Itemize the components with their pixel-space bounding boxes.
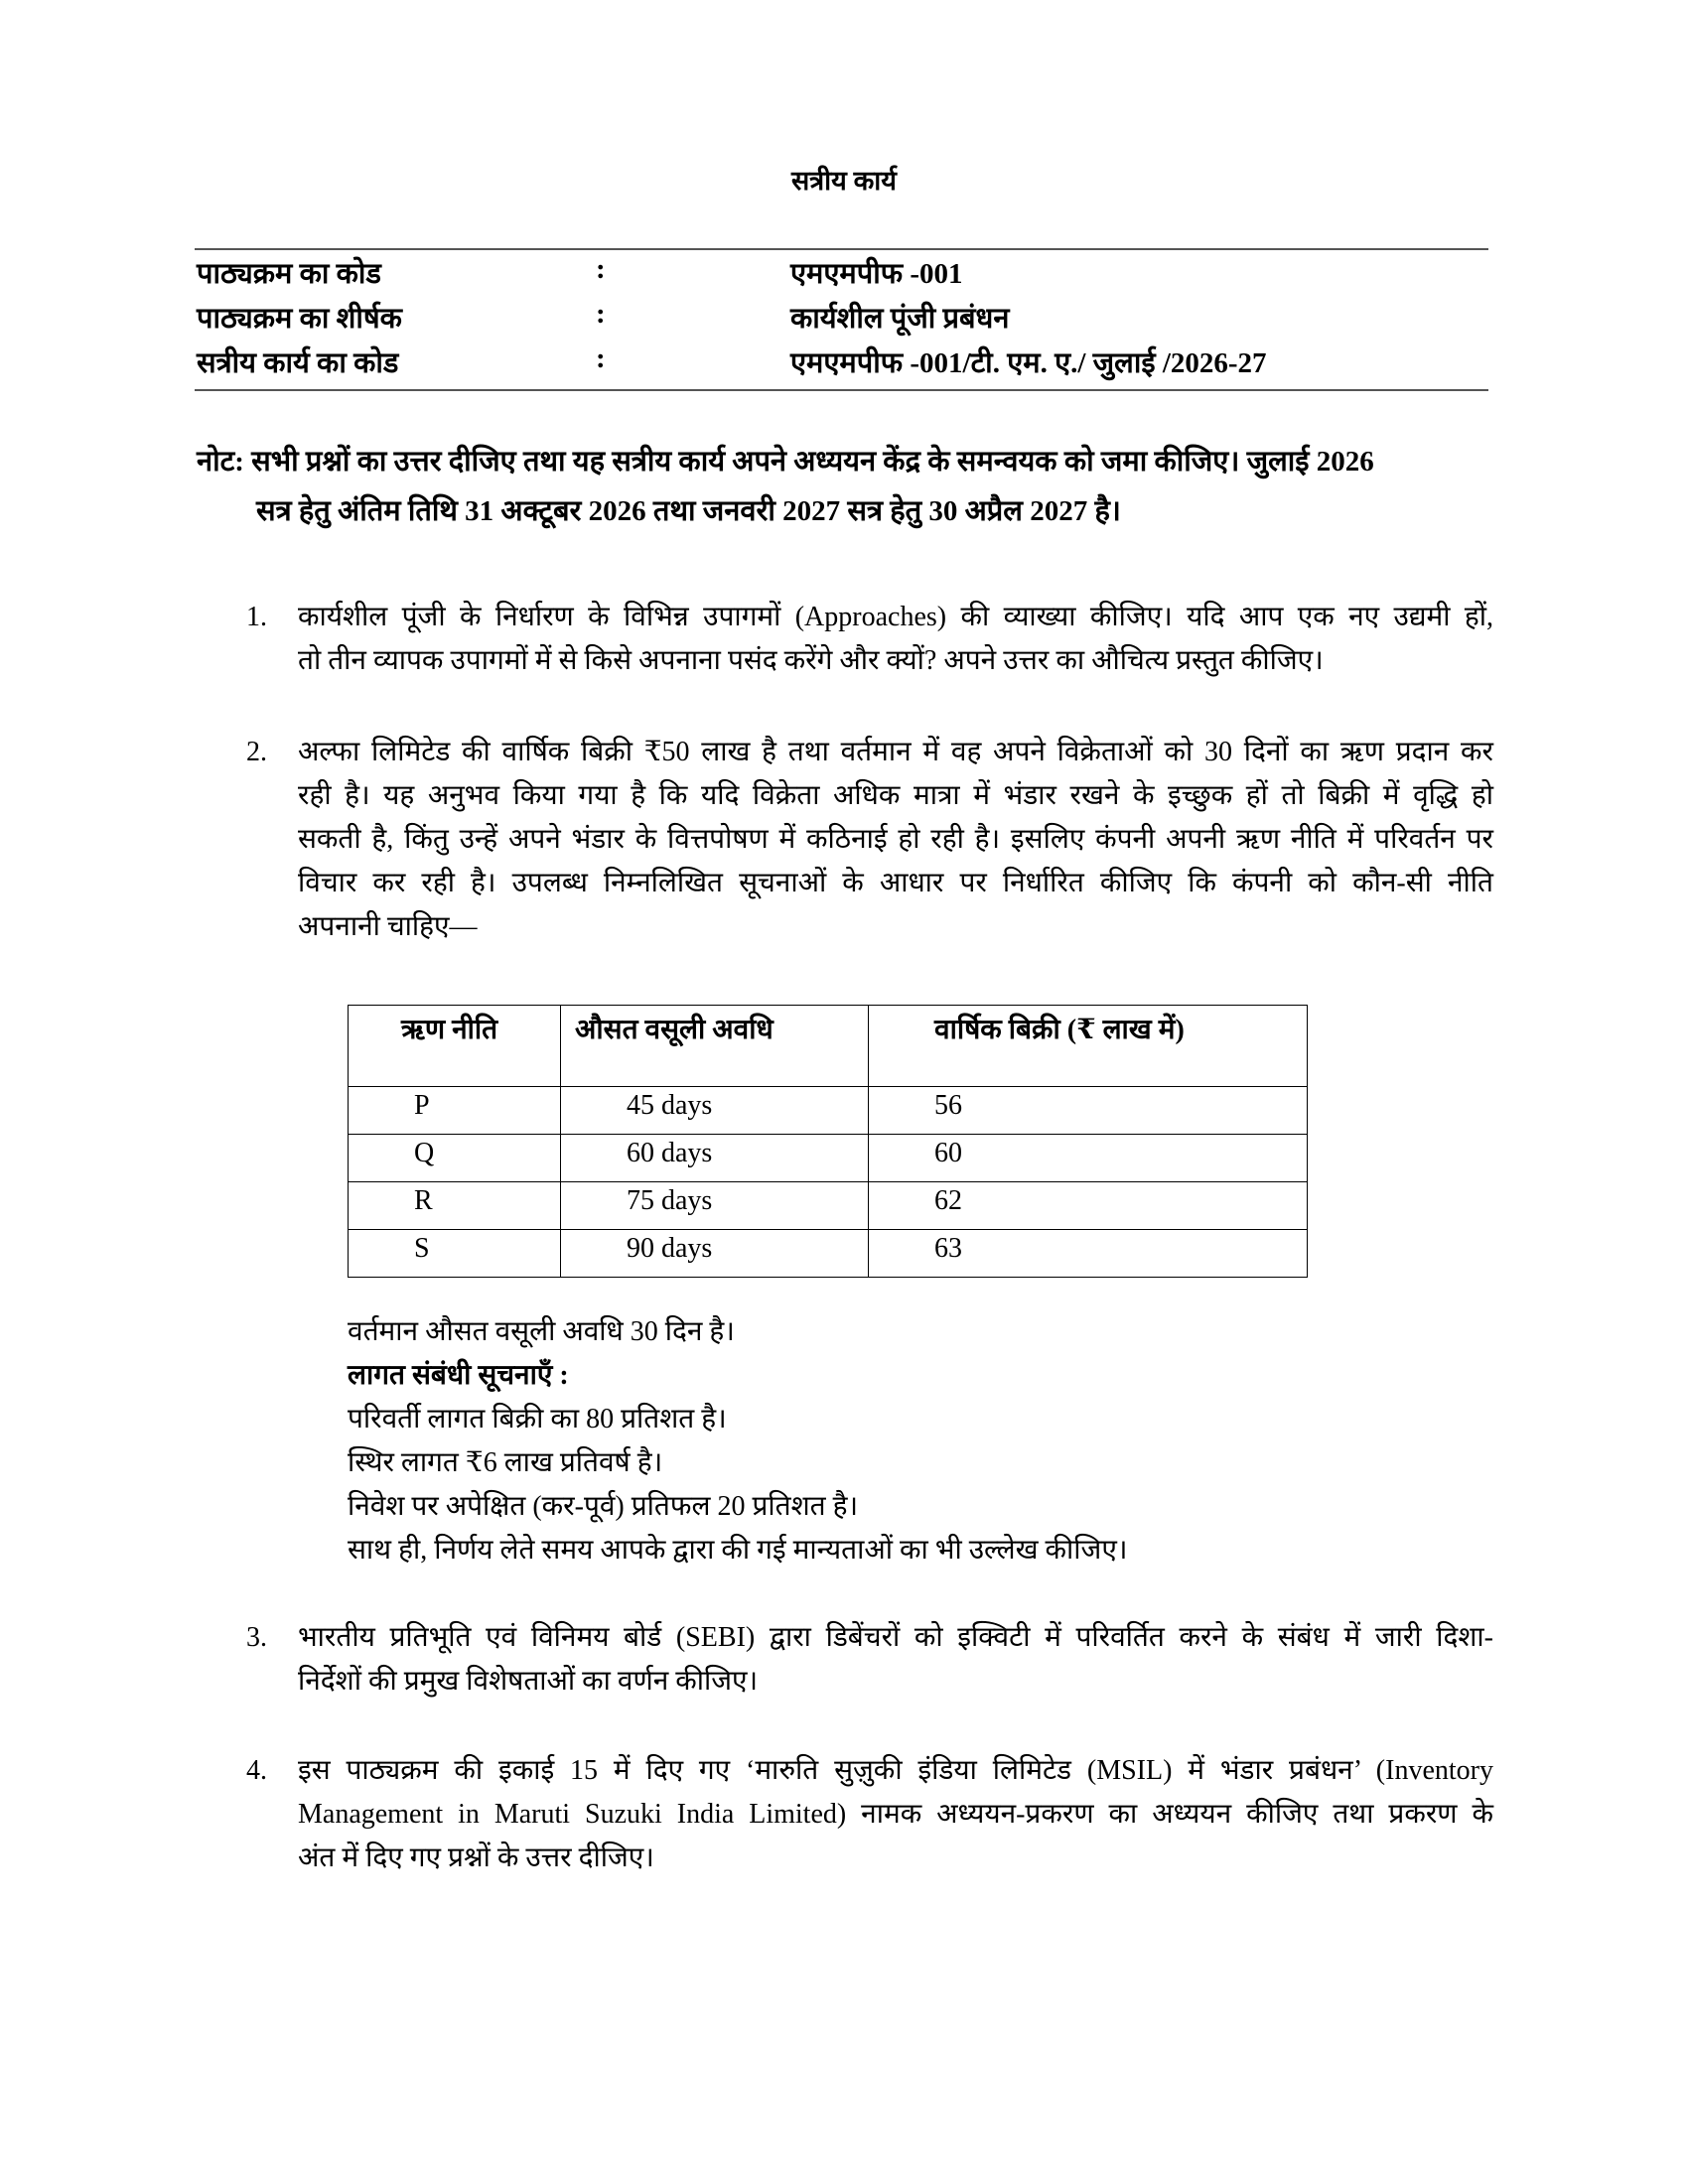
table-cell: 45 days [561, 1087, 869, 1135]
question-line: अपनानी चाहिए— [298, 911, 478, 942]
question-number: 4. [246, 1755, 267, 1786]
meta-row-assignment-code [0, 342, 1688, 382]
variable-cost-text: परिवर्ती लागत बिक्री का 80 प्रतिशत है। [348, 1404, 727, 1434]
page-title: सत्रीय कार्य [791, 166, 897, 196]
question-line: निर्देशों की प्रमुख विशेषताओं का वर्णन कीजिए। [298, 1666, 759, 1697]
table-cell: R [349, 1182, 561, 1230]
table-cell: 90 days [561, 1230, 869, 1278]
meta-row-course-code [0, 253, 1688, 293]
table-header-cell: वार्षिक बिक्री (₹ लाख में) [869, 1006, 1308, 1087]
question-line: भारतीय प्रतिभूति एवं विनिमय बोर्ड (SEBI) द्वारा डिबेंचरों को इक्विटी में परिवर्तित करने के संबंध में जारी दिशा- [298, 1622, 1493, 1653]
question-2 [246, 731, 1493, 949]
table-header-cell: औसत वसूली अवधि [561, 1006, 869, 1087]
note-line-1: नोट: सभी प्रश्नों का उत्तर दीजिए तथा यह सत्रीय कार्य अपने अध्ययन केंद्र के समन्वयक को जमा कीजिए। जुलाई 2026 [197, 446, 1374, 478]
meta-label: सत्रीय कार्य का कोड [197, 347, 399, 379]
note-line-2: सत्र हेतु अंतिम तिथि 31 अक्टूबर 2026 तथा जनवरी 2027 सत्र हेतु 30 अप्रैल 2027 है। [256, 495, 1121, 527]
question-line: कार्यशील पूंजी के निर्धारण के विभिन्न उपागमों (Approaches) की व्याख्या कीजिए। यदि आप एक नए उद्यमी हों, [298, 602, 1493, 632]
question-4 [246, 1749, 1493, 1880]
table-row [349, 1182, 1308, 1230]
bottom-rule [195, 389, 1488, 391]
table-cell: S [349, 1230, 561, 1278]
table-cell: 60 days [561, 1135, 869, 1182]
table-header-cell: ऋण नीति [349, 1006, 561, 1087]
meta-colon: : [596, 342, 606, 374]
table-cell: Q [349, 1135, 561, 1182]
table-header-row [349, 1006, 1308, 1087]
question-line: विचार कर रही है। उपलब्ध निम्नलिखित सूचनाओं के आधार पर निर्धारित कीजिए कि कंपनी को कौन-सी नीति [298, 868, 1493, 898]
question-1 [246, 596, 1493, 683]
table-cell: 56 [869, 1087, 1308, 1135]
meta-colon: : [596, 253, 606, 285]
question-line: अंत में दिए गए प्रश्नों के उत्तर दीजिए। [298, 1843, 654, 1873]
table-row [349, 1230, 1308, 1278]
top-rule [195, 248, 1488, 250]
assumptions-text: साथ ही, निर्णय लेते समय आपके द्वारा की गई मान्यताओं का भी उल्लेख कीजिए। [348, 1535, 1128, 1566]
table-cell: P [349, 1087, 561, 1135]
meta-value: एमएमपीफ -001/टी. एम. ए./ जुलाई /2026-27 [790, 347, 1267, 379]
question-3 [246, 1616, 1493, 1704]
cost-information [348, 1310, 1127, 1572]
question-line: Management in Maruti Suzuki India Limited) नामक अध्ययन-प्रकरण का अध्ययन कीजिए तथा प्रकरण के [298, 1799, 1493, 1830]
question-number: 2. [246, 737, 267, 767]
credit-policy-table [348, 1005, 1308, 1278]
meta-label: पाठ्यक्रम का कोड [197, 258, 381, 290]
table-cell: 63 [869, 1230, 1308, 1278]
meta-label: पाठ्यक्रम का शीर्षक [197, 303, 402, 335]
submission-note [197, 437, 1497, 536]
question-line: सकती है, किंतु उन्हें अपने भंडार के वित्तपोषण में कठिनाई हो रही है। इसलिए कंपनी अपनी ऋण नीति में परिवर्तन पर [298, 824, 1493, 855]
meta-colon: : [596, 298, 606, 330]
question-line: इस पाठ्यक्रम की इकाई 15 में दिए गए ‘मारुति सुज़ुकी इंडिया लिमिटेड (MSIL) में भंडार प्रबंधन’ (Inventory [298, 1755, 1493, 1786]
fixed-cost-text: स्थिर लागत ₹6 लाख प्रतिवर्ष है। [348, 1447, 663, 1478]
question-line: अल्फा लिमिटेड की वार्षिक बिक्री ₹50 लाख है तथा वर्तमान में वह अपने विक्रेताओं को 30 दिनों का ऋण प्रदान कर [298, 737, 1493, 767]
expected-return-text: निवेश पर अपेक्षित (कर-पूर्व) प्रतिफल 20 प्रतिशत है। [348, 1491, 859, 1522]
meta-row-course-title [0, 298, 1688, 338]
table-cell: 75 days [561, 1182, 869, 1230]
table-row [349, 1135, 1308, 1182]
question-line: रही है। यह अनुभव किया गया है कि यदि विक्रेता अधिक मात्रा में भंडार रखने के इच्छुक हों तो बिक्री में वृद्धि हो [298, 780, 1493, 811]
question-number: 1. [246, 602, 267, 632]
question-number: 3. [246, 1622, 267, 1653]
meta-value: कार्यशील पूंजी प्रबंधन [790, 303, 1010, 335]
meta-value: एमएमपीफ -001 [790, 258, 963, 290]
cost-heading: लागत संबंधी सूचनाएँ : [348, 1360, 569, 1391]
current-period-text: वर्तमान औसत वसूली अवधि 30 दिन है। [348, 1316, 735, 1347]
table-cell: 60 [869, 1135, 1308, 1182]
question-line: तो तीन व्यापक उपागमों में से किसे अपनाना पसंद करेंगे और क्यों? अपने उत्तर का औचित्य प्रस्तुत कीजिए। [298, 645, 1324, 676]
table-row [349, 1087, 1308, 1135]
table-cell: 62 [869, 1182, 1308, 1230]
